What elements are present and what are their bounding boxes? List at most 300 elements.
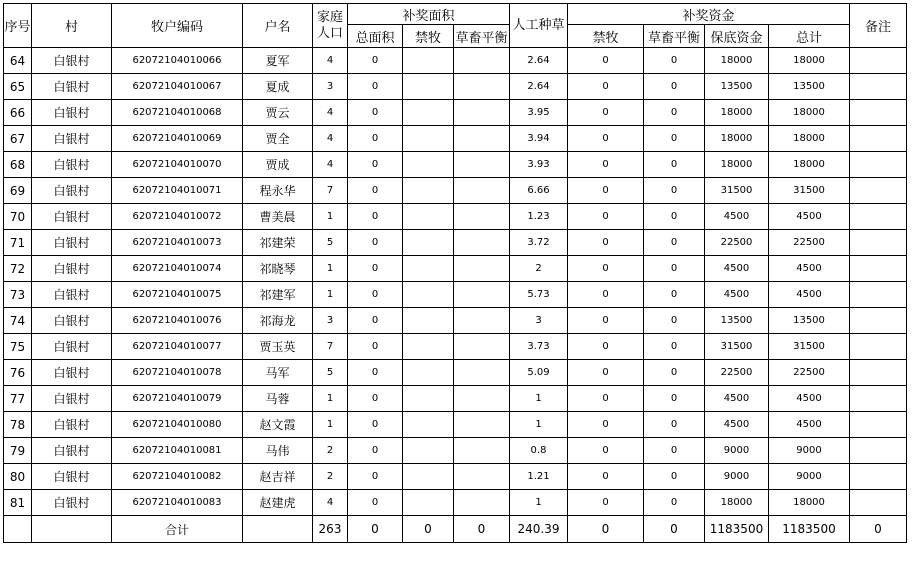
name-cell: 贾成 <box>243 152 313 178</box>
fund-ban-cell: 0 <box>568 490 644 516</box>
village-cell: 白银村 <box>32 412 112 438</box>
table-row <box>4 464 907 490</box>
name-cell: 夏军 <box>243 48 313 74</box>
planted-cell: 3.93 <box>510 152 568 178</box>
fund-balance-cell: 0 <box>644 48 705 74</box>
area-balance-cell <box>454 152 510 178</box>
fund-ban-cell: 0 <box>568 100 644 126</box>
area-balance-cell <box>454 360 510 386</box>
fund-ban-cell: 0 <box>568 334 644 360</box>
village-cell: 白银村 <box>32 438 112 464</box>
family-cell: 3 <box>313 74 348 100</box>
planted-cell: 0.8 <box>510 438 568 464</box>
fund-ban-cell: 0 <box>568 256 644 282</box>
name-cell: 赵吉祥 <box>243 464 313 490</box>
code-cell: 62072104010077 <box>112 334 243 360</box>
code-cell: 62072104010067 <box>112 74 243 100</box>
header-row-1 <box>4 4 907 25</box>
total-remark: 0 <box>850 516 907 543</box>
planted-cell: 3.72 <box>510 230 568 256</box>
code-cell: 62072104010076 <box>112 308 243 334</box>
planted-cell: 2.64 <box>510 48 568 74</box>
seq-cell: 71 <box>4 230 32 256</box>
fund-total-cell: 4500 <box>769 386 850 412</box>
total-row <box>4 516 907 543</box>
remark-cell <box>850 308 907 334</box>
fund-ban-cell: 0 <box>568 464 644 490</box>
fund-basic-cell: 13500 <box>705 74 769 100</box>
fund-total-cell: 13500 <box>769 308 850 334</box>
code-cell: 62072104010066 <box>112 48 243 74</box>
family-cell: 7 <box>313 334 348 360</box>
fund-balance-cell: 0 <box>644 490 705 516</box>
fund-basic-cell: 9000 <box>705 464 769 490</box>
fund-ban-cell: 0 <box>568 126 644 152</box>
family-cell: 1 <box>313 412 348 438</box>
family-cell: 4 <box>313 126 348 152</box>
header-remark: 备注 <box>850 4 907 48</box>
area-balance-cell <box>454 48 510 74</box>
fund-basic-cell: 18000 <box>705 126 769 152</box>
name-cell: 祁海龙 <box>243 308 313 334</box>
village-cell: 白银村 <box>32 360 112 386</box>
family-cell: 4 <box>313 48 348 74</box>
planted-cell: 1 <box>510 386 568 412</box>
header-name: 户名 <box>243 4 313 48</box>
seq-cell: 81 <box>4 490 32 516</box>
fund-total-cell: 4500 <box>769 204 850 230</box>
village-cell: 白银村 <box>32 48 112 74</box>
name-cell: 祁建荣 <box>243 230 313 256</box>
fund-balance-cell: 0 <box>644 230 705 256</box>
family-cell: 1 <box>313 282 348 308</box>
header-area-total: 总面积 <box>348 25 403 48</box>
fund-total-cell: 13500 <box>769 74 850 100</box>
fund-basic-cell: 9000 <box>705 438 769 464</box>
fund-balance-cell: 0 <box>644 74 705 100</box>
table-row <box>4 230 907 256</box>
area-balance-cell <box>454 74 510 100</box>
total-planted: 240.39 <box>510 516 568 543</box>
planted-cell: 1 <box>510 412 568 438</box>
remark-cell <box>850 282 907 308</box>
seq-cell: 68 <box>4 152 32 178</box>
area-total-cell: 0 <box>348 74 403 100</box>
fund-total-cell: 18000 <box>769 152 850 178</box>
fund-balance-cell: 0 <box>644 438 705 464</box>
village-cell: 白银村 <box>32 282 112 308</box>
seq-cell: 67 <box>4 126 32 152</box>
fund-balance-cell: 0 <box>644 360 705 386</box>
remark-cell <box>850 100 907 126</box>
fund-basic-cell: 13500 <box>705 308 769 334</box>
code-cell: 62072104010081 <box>112 438 243 464</box>
area-ban-cell <box>403 256 454 282</box>
fund-balance-cell: 0 <box>644 256 705 282</box>
fund-basic-cell: 18000 <box>705 100 769 126</box>
table-row <box>4 256 907 282</box>
header-area-balance: 草畜平衡 <box>454 25 510 48</box>
seq-cell: 74 <box>4 308 32 334</box>
header-planted: 人工种草 <box>510 4 568 48</box>
remark-cell <box>850 438 907 464</box>
fund-basic-cell: 4500 <box>705 256 769 282</box>
fund-balance-cell: 0 <box>644 126 705 152</box>
code-cell: 62072104010083 <box>112 490 243 516</box>
seq-cell: 72 <box>4 256 32 282</box>
seq-cell: 80 <box>4 464 32 490</box>
total-fund-ban: 0 <box>568 516 644 543</box>
village-cell: 白银村 <box>32 308 112 334</box>
area-total-cell: 0 <box>348 412 403 438</box>
family-cell: 2 <box>313 438 348 464</box>
planted-cell: 2.64 <box>510 74 568 100</box>
remark-cell <box>850 126 907 152</box>
fund-total-cell: 31500 <box>769 178 850 204</box>
total-name-cell <box>243 516 313 543</box>
header-area-ban: 禁牧 <box>403 25 454 48</box>
fund-ban-cell: 0 <box>568 152 644 178</box>
header-fund-ban: 禁牧 <box>568 25 644 48</box>
table-row <box>4 334 907 360</box>
area-total-cell: 0 <box>348 48 403 74</box>
fund-balance-cell: 0 <box>644 308 705 334</box>
area-ban-cell <box>403 126 454 152</box>
area-total-cell: 0 <box>348 386 403 412</box>
total-fund-balance: 0 <box>644 516 705 543</box>
fund-total-cell: 4500 <box>769 282 850 308</box>
fund-balance-cell: 0 <box>644 386 705 412</box>
name-cell: 马蓉 <box>243 386 313 412</box>
table-row <box>4 74 907 100</box>
total-seq-cell <box>4 516 32 543</box>
header-family: 家庭人口 <box>313 4 348 48</box>
area-ban-cell <box>403 204 454 230</box>
village-cell: 白银村 <box>32 152 112 178</box>
header-village: 村 <box>32 4 112 48</box>
fund-basic-cell: 22500 <box>705 230 769 256</box>
seq-cell: 73 <box>4 282 32 308</box>
seq-cell: 66 <box>4 100 32 126</box>
seq-cell: 64 <box>4 48 32 74</box>
table-row <box>4 204 907 230</box>
code-cell: 62072104010072 <box>112 204 243 230</box>
village-cell: 白银村 <box>32 204 112 230</box>
fund-basic-cell: 4500 <box>705 412 769 438</box>
remark-cell <box>850 490 907 516</box>
name-cell: 贾全 <box>243 126 313 152</box>
seq-cell: 65 <box>4 74 32 100</box>
seq-cell: 76 <box>4 360 32 386</box>
total-village-cell <box>32 516 112 543</box>
planted-cell: 3.73 <box>510 334 568 360</box>
remark-cell <box>850 386 907 412</box>
fund-basic-cell: 4500 <box>705 204 769 230</box>
total-fund-basic: 1183500 <box>705 516 769 543</box>
area-total-cell: 0 <box>348 178 403 204</box>
fund-ban-cell: 0 <box>568 308 644 334</box>
area-balance-cell <box>454 100 510 126</box>
fund-basic-cell: 18000 <box>705 152 769 178</box>
fund-ban-cell: 0 <box>568 438 644 464</box>
table-row <box>4 386 907 412</box>
area-total-cell: 0 <box>348 308 403 334</box>
code-cell: 62072104010069 <box>112 126 243 152</box>
village-cell: 白银村 <box>32 126 112 152</box>
area-balance-cell <box>454 126 510 152</box>
fund-basic-cell: 4500 <box>705 386 769 412</box>
header-fund-basic: 保底资金 <box>705 25 769 48</box>
name-cell: 赵文霞 <box>243 412 313 438</box>
total-family: 263 <box>313 516 348 543</box>
seq-cell: 79 <box>4 438 32 464</box>
area-ban-cell <box>403 178 454 204</box>
family-cell: 4 <box>313 152 348 178</box>
table-row <box>4 360 907 386</box>
fund-ban-cell: 0 <box>568 178 644 204</box>
fund-ban-cell: 0 <box>568 48 644 74</box>
header-fund-group: 补奖资金 <box>568 4 850 25</box>
fund-balance-cell: 0 <box>644 100 705 126</box>
area-total-cell: 0 <box>348 490 403 516</box>
remark-cell <box>850 152 907 178</box>
table-row <box>4 126 907 152</box>
area-total-cell: 0 <box>348 230 403 256</box>
fund-total-cell: 18000 <box>769 48 850 74</box>
area-ban-cell <box>403 438 454 464</box>
fund-total-cell: 4500 <box>769 412 850 438</box>
fund-total-cell: 9000 <box>769 438 850 464</box>
area-balance-cell <box>454 282 510 308</box>
village-cell: 白银村 <box>32 74 112 100</box>
fund-balance-cell: 0 <box>644 334 705 360</box>
fund-basic-cell: 4500 <box>705 282 769 308</box>
area-ban-cell <box>403 412 454 438</box>
area-total-cell: 0 <box>348 438 403 464</box>
area-balance-cell <box>454 204 510 230</box>
code-cell: 62072104010079 <box>112 386 243 412</box>
family-cell: 1 <box>313 204 348 230</box>
planted-cell: 1.21 <box>510 464 568 490</box>
area-ban-cell <box>403 100 454 126</box>
fund-ban-cell: 0 <box>568 282 644 308</box>
fund-basic-cell: 18000 <box>705 48 769 74</box>
area-balance-cell <box>454 334 510 360</box>
total-area-ban: 0 <box>403 516 454 543</box>
code-cell: 62072104010073 <box>112 230 243 256</box>
village-cell: 白银村 <box>32 386 112 412</box>
area-balance-cell <box>454 412 510 438</box>
village-cell: 白银村 <box>32 178 112 204</box>
planted-cell: 3 <box>510 308 568 334</box>
fund-ban-cell: 0 <box>568 230 644 256</box>
remark-cell <box>850 230 907 256</box>
seq-cell: 70 <box>4 204 32 230</box>
village-cell: 白银村 <box>32 334 112 360</box>
area-balance-cell <box>454 438 510 464</box>
remark-cell <box>850 256 907 282</box>
village-cell: 白银村 <box>32 100 112 126</box>
table-row <box>4 308 907 334</box>
fund-total-cell: 22500 <box>769 360 850 386</box>
fund-total-cell: 18000 <box>769 126 850 152</box>
name-cell: 贾玉英 <box>243 334 313 360</box>
total-label: 合计 <box>112 516 243 543</box>
fund-basic-cell: 31500 <box>705 334 769 360</box>
fund-balance-cell: 0 <box>644 152 705 178</box>
area-total-cell: 0 <box>348 256 403 282</box>
fund-ban-cell: 0 <box>568 360 644 386</box>
table-row <box>4 490 907 516</box>
fund-total-cell: 18000 <box>769 490 850 516</box>
fund-ban-cell: 0 <box>568 386 644 412</box>
area-total-cell: 0 <box>348 464 403 490</box>
seq-cell: 77 <box>4 386 32 412</box>
fund-total-cell: 22500 <box>769 230 850 256</box>
family-cell: 1 <box>313 256 348 282</box>
area-total-cell: 0 <box>348 204 403 230</box>
area-total-cell: 0 <box>348 100 403 126</box>
village-cell: 白银村 <box>32 230 112 256</box>
fund-basic-cell: 31500 <box>705 178 769 204</box>
code-cell: 62072104010068 <box>112 100 243 126</box>
name-cell: 马伟 <box>243 438 313 464</box>
fund-basic-cell: 18000 <box>705 490 769 516</box>
planted-cell: 6.66 <box>510 178 568 204</box>
total-fund-total: 1183500 <box>769 516 850 543</box>
village-cell: 白银村 <box>32 256 112 282</box>
family-cell: 4 <box>313 100 348 126</box>
fund-ban-cell: 0 <box>568 74 644 100</box>
fund-total-cell: 31500 <box>769 334 850 360</box>
family-cell: 5 <box>313 230 348 256</box>
area-total-cell: 0 <box>348 282 403 308</box>
planted-cell: 3.95 <box>510 100 568 126</box>
area-ban-cell <box>403 152 454 178</box>
planted-cell: 1 <box>510 490 568 516</box>
family-cell: 3 <box>313 308 348 334</box>
seq-cell: 69 <box>4 178 32 204</box>
header-seq: 序号 <box>4 4 32 48</box>
code-cell: 62072104010078 <box>112 360 243 386</box>
table-row <box>4 152 907 178</box>
family-cell: 1 <box>313 386 348 412</box>
area-balance-cell <box>454 490 510 516</box>
area-ban-cell <box>403 308 454 334</box>
name-cell: 夏成 <box>243 74 313 100</box>
fund-balance-cell: 0 <box>644 412 705 438</box>
table-row <box>4 412 907 438</box>
code-cell: 62072104010070 <box>112 152 243 178</box>
family-cell: 2 <box>313 464 348 490</box>
area-total-cell: 0 <box>348 152 403 178</box>
fund-balance-cell: 0 <box>644 204 705 230</box>
name-cell: 赵建虎 <box>243 490 313 516</box>
planted-cell: 5.73 <box>510 282 568 308</box>
planted-cell: 1.23 <box>510 204 568 230</box>
code-cell: 62072104010074 <box>112 256 243 282</box>
remark-cell <box>850 178 907 204</box>
code-cell: 62072104010075 <box>112 282 243 308</box>
name-cell: 曹美晨 <box>243 204 313 230</box>
fund-balance-cell: 0 <box>644 282 705 308</box>
name-cell: 贾云 <box>243 100 313 126</box>
code-cell: 62072104010082 <box>112 464 243 490</box>
code-cell: 62072104010071 <box>112 178 243 204</box>
area-balance-cell <box>454 230 510 256</box>
name-cell: 马军 <box>243 360 313 386</box>
remark-cell <box>850 464 907 490</box>
area-ban-cell <box>403 490 454 516</box>
area-balance-cell <box>454 308 510 334</box>
remark-cell <box>850 412 907 438</box>
planted-cell: 2 <box>510 256 568 282</box>
area-ban-cell <box>403 464 454 490</box>
area-ban-cell <box>403 230 454 256</box>
planted-cell: 3.94 <box>510 126 568 152</box>
area-total-cell: 0 <box>348 334 403 360</box>
name-cell: 程永华 <box>243 178 313 204</box>
fund-total-cell: 9000 <box>769 464 850 490</box>
village-cell: 白银村 <box>32 490 112 516</box>
table-row <box>4 100 907 126</box>
header-fund-balance: 草畜平衡 <box>644 25 705 48</box>
remark-cell <box>850 334 907 360</box>
subsidy-table <box>3 3 907 543</box>
fund-basic-cell: 22500 <box>705 360 769 386</box>
fund-total-cell: 4500 <box>769 256 850 282</box>
name-cell: 祁建军 <box>243 282 313 308</box>
area-balance-cell <box>454 386 510 412</box>
area-ban-cell <box>403 48 454 74</box>
table-row <box>4 48 907 74</box>
fund-balance-cell: 0 <box>644 178 705 204</box>
total-area-balance: 0 <box>454 516 510 543</box>
area-total-cell: 0 <box>348 126 403 152</box>
remark-cell <box>850 360 907 386</box>
code-cell: 62072104010080 <box>112 412 243 438</box>
planted-cell: 5.09 <box>510 360 568 386</box>
fund-ban-cell: 0 <box>568 412 644 438</box>
area-balance-cell <box>454 256 510 282</box>
area-ban-cell <box>403 74 454 100</box>
fund-total-cell: 18000 <box>769 100 850 126</box>
area-ban-cell <box>403 386 454 412</box>
seq-cell: 78 <box>4 412 32 438</box>
area-balance-cell <box>454 464 510 490</box>
area-balance-cell <box>454 178 510 204</box>
remark-cell <box>850 48 907 74</box>
table-row <box>4 178 907 204</box>
total-area-total: 0 <box>348 516 403 543</box>
family-cell: 5 <box>313 360 348 386</box>
fund-balance-cell: 0 <box>644 464 705 490</box>
remark-cell <box>850 74 907 100</box>
name-cell: 祁晓琴 <box>243 256 313 282</box>
fund-ban-cell: 0 <box>568 204 644 230</box>
area-ban-cell <box>403 282 454 308</box>
family-cell: 4 <box>313 490 348 516</box>
remark-cell <box>850 204 907 230</box>
area-total-cell: 0 <box>348 360 403 386</box>
area-ban-cell <box>403 360 454 386</box>
table-row <box>4 438 907 464</box>
seq-cell: 75 <box>4 334 32 360</box>
area-ban-cell <box>403 334 454 360</box>
table-row <box>4 282 907 308</box>
family-cell: 7 <box>313 178 348 204</box>
header-code: 牧户编码 <box>112 4 243 48</box>
